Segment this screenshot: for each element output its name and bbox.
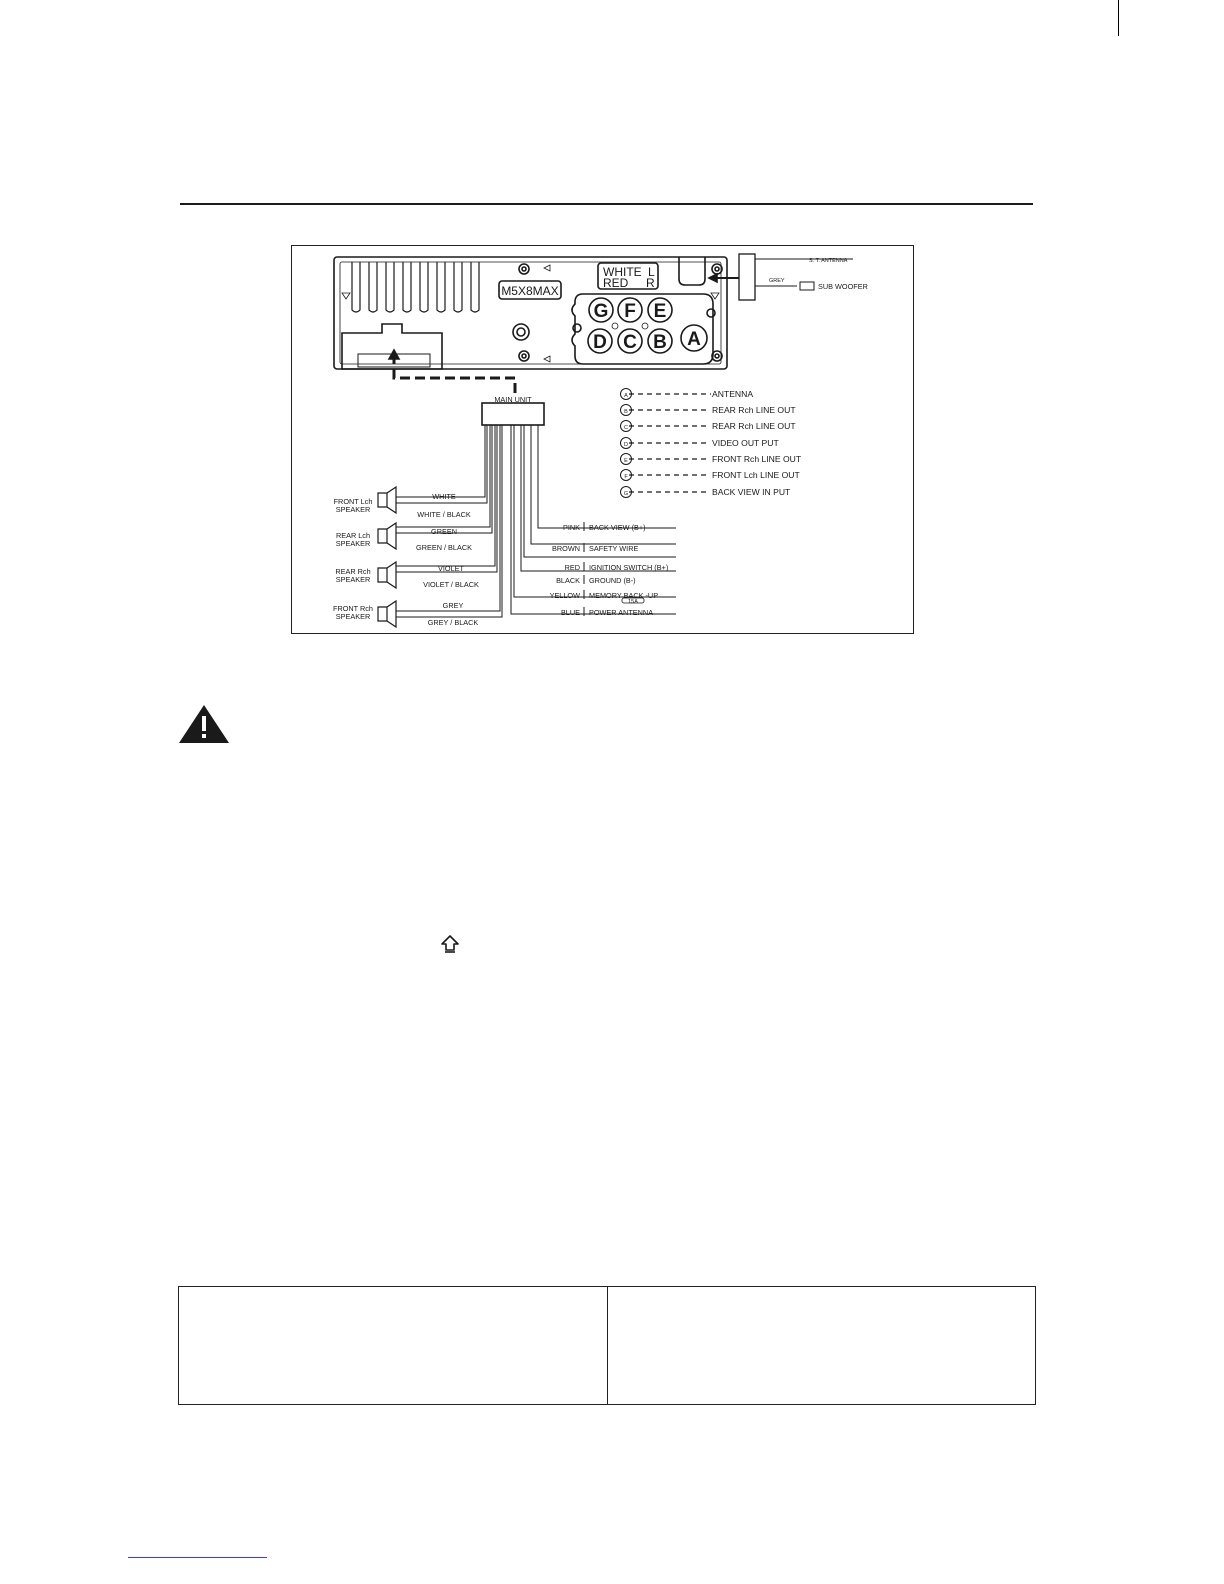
speaker-name-rear-l: REAR Lch <box>335 531 371 540</box>
power-wire-func-back-view: BACK VIEW (B+) <box>589 523 646 532</box>
arrow-mark <box>544 356 550 362</box>
header-rule <box>180 203 1033 205</box>
power-wire-func-safety: SAFETY WIRE <box>589 544 639 553</box>
power-wire-func-ground: GROUND (B-) <box>589 576 636 585</box>
power-wire-color-pink: PINK <box>562 523 580 532</box>
pin-label-e: E <box>653 301 667 322</box>
speaker-name-front-r: FRONT Rch <box>332 604 374 613</box>
mount-hole-center <box>715 267 719 271</box>
center-knob-inner <box>517 328 525 336</box>
wire-label-white-black: WHITE / BLACK <box>417 510 471 519</box>
pin-label-d: D <box>593 332 607 353</box>
mount-hole <box>519 351 529 361</box>
speaker-symbols <box>378 487 396 627</box>
sub-woofer-plug <box>800 282 814 290</box>
speaker-name-front-l: FRONT Lch <box>333 497 373 506</box>
pin-label-b: B <box>653 332 667 353</box>
power-wire-func-antenna: POWER ANTENNA <box>589 608 654 617</box>
rca-right-label: R <box>646 276 655 290</box>
legend-label-e: FRONT Rch LINE OUT <box>712 454 802 464</box>
legend-label-b: REAR Rch LINE OUT <box>712 405 796 415</box>
power-wire-func-memory: MEMORY BACK -UP <box>589 591 659 600</box>
iso-socket <box>342 324 442 369</box>
pointer-arrow-head <box>709 274 717 282</box>
heatsink-fins <box>352 262 479 312</box>
wire-label-grey-black: GREY / BLACK <box>427 618 479 627</box>
top-tick-mark <box>1118 0 1119 36</box>
mount-hole-center <box>522 267 526 271</box>
legend-pin-e: E <box>624 458 628 464</box>
bottom-info-table <box>178 1286 1036 1405</box>
legend-pin-d: D <box>624 442 628 448</box>
table-cell-right <box>607 1287 1036 1404</box>
model-label: M5X8MAX <box>501 284 559 298</box>
rca-white-label: WHITE <box>603 265 642 279</box>
power-wire-color-yellow: YELLOW <box>549 591 580 600</box>
legend-label-d: VIDEO OUT PUT <box>712 438 779 448</box>
legend-pin-g: G <box>623 491 629 497</box>
center-knob <box>513 324 529 340</box>
main-unit-label: MAIN UNIT <box>494 395 532 404</box>
power-wire-color-black: BLACK <box>556 576 580 585</box>
legend-pin-c: C <box>624 425 628 431</box>
power-wire-color-brown: BROWN <box>552 544 580 553</box>
harness-route-dashed <box>394 354 515 395</box>
wire-label-green: GREEN <box>431 527 457 536</box>
antenna-socket <box>679 257 705 285</box>
footer-link-underline <box>128 1557 267 1558</box>
wire-label-white: WHITE <box>432 492 456 501</box>
legend-label-c: REAR Rch LINE OUT <box>712 421 796 431</box>
legend-label-f: FRONT Lch LINE OUT <box>712 470 800 480</box>
mount-hole <box>519 264 529 274</box>
warning-icon <box>178 704 230 744</box>
antenna-label: S. T. ANTENNA <box>809 258 848 264</box>
rca-red-label: RED <box>603 276 629 290</box>
fuse-label: 15A <box>628 599 638 605</box>
pin-dot <box>612 323 618 329</box>
main-unit-connector <box>482 403 544 425</box>
wire-label-violet: VIOLET <box>438 564 464 573</box>
wire-label-grey: GREY <box>442 601 464 610</box>
pin-label-g: G <box>593 301 609 322</box>
speaker-sub-rear-l: SPEAKER <box>335 539 371 548</box>
legend-pin-a: A <box>624 393 628 399</box>
legend-pin-f: F <box>624 474 628 480</box>
speaker-name-rear-r: REAR Rch <box>335 567 371 576</box>
wiring-diagram-svg <box>292 246 915 635</box>
home-icon <box>440 934 460 954</box>
wire-label-violet-black: VIOLET / BLACK <box>423 580 479 589</box>
power-wire-color-blue: BLUE <box>560 608 580 617</box>
mount-hole-center <box>522 354 526 358</box>
antenna-adapter-block <box>739 254 755 300</box>
grey-wire-label: GREY <box>769 278 785 284</box>
speaker-sub-rear-r: SPEAKER <box>335 575 371 584</box>
arrow-mark <box>544 265 550 271</box>
pin-label-c: C <box>623 332 637 353</box>
sub-woofer-label: SUB WOOFER <box>818 282 868 291</box>
arrow-mark <box>342 293 350 299</box>
power-wire-color-red: RED <box>564 563 580 572</box>
speaker-sub-front-l: SPEAKER <box>335 505 371 514</box>
power-wire-func-ignition: IGNITION SWITCH (B+) <box>589 563 669 572</box>
pin-label-f: F <box>624 301 636 322</box>
table-cell-left <box>179 1287 607 1404</box>
legend-pin-b: B <box>624 409 628 415</box>
legend-label-a: ANTENNA <box>712 389 754 399</box>
legend-dashes <box>629 394 711 492</box>
pin-dot <box>642 323 648 329</box>
legend-label-g: BACK VIEW IN PUT <box>712 487 791 497</box>
wiring-diagram <box>291 245 914 634</box>
pin-label-a: A <box>687 329 701 350</box>
rca-left-label: L <box>648 265 655 279</box>
speaker-sub-front-r: SPEAKER <box>335 612 371 621</box>
wire-label-green-black: GREEN / BLACK <box>416 543 472 552</box>
mount-hole <box>712 264 722 274</box>
mount-hole-center <box>715 354 719 358</box>
